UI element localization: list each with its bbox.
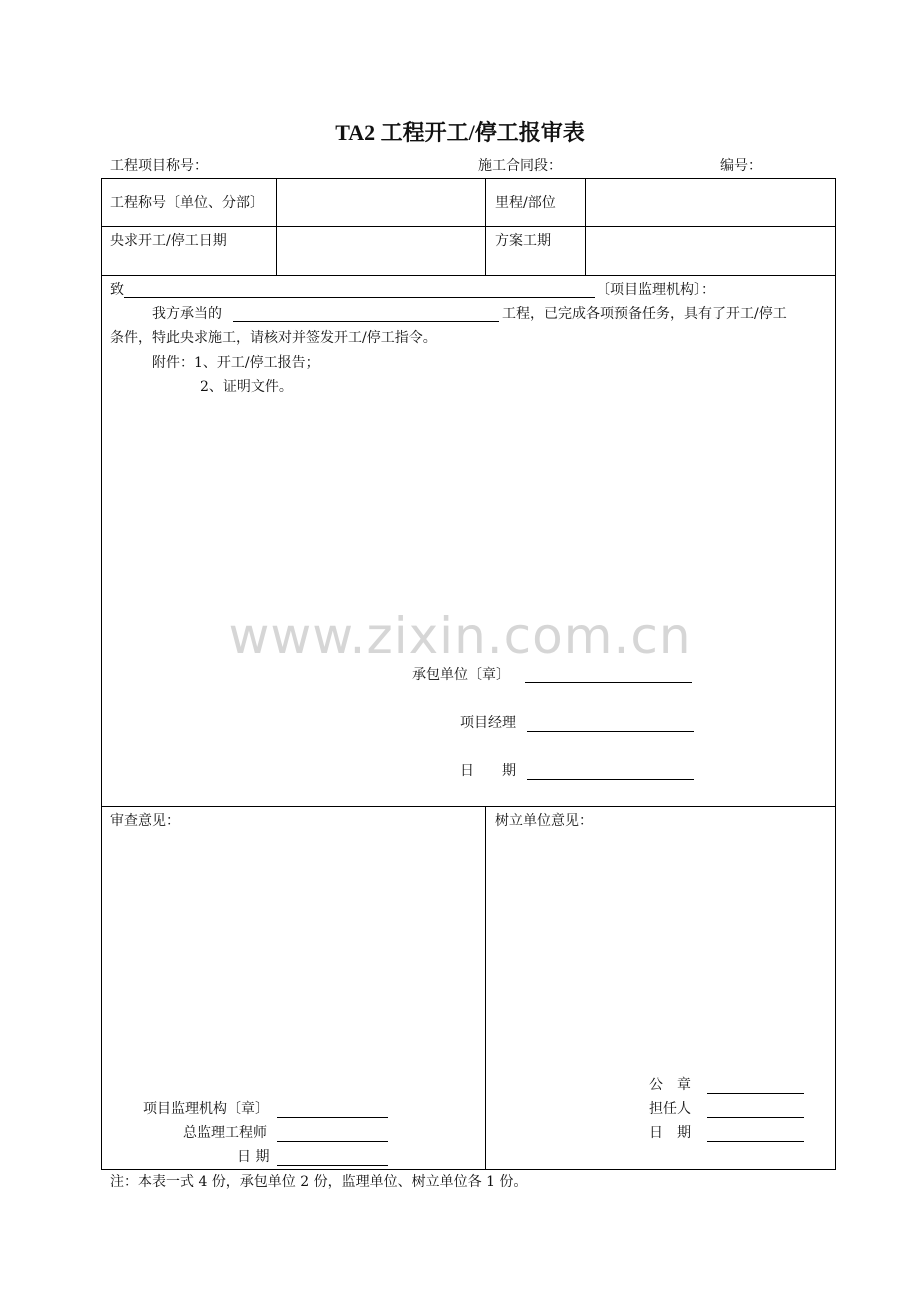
attachment-2: 2、证明文件。 [200, 379, 293, 395]
contractor-seal-field[interactable] [525, 682, 692, 683]
owner-date-field[interactable] [707, 1141, 804, 1142]
official-seal-field[interactable] [707, 1093, 804, 1094]
review-date-field[interactable] [277, 1165, 388, 1166]
project-manager-field[interactable] [527, 731, 694, 732]
request-date-cell[interactable] [278, 228, 483, 274]
owner-opinion-label: 树立单位意见： [495, 813, 593, 829]
project-manager-label: 项目经理 [460, 715, 516, 731]
chief-engineer-field[interactable] [277, 1141, 388, 1142]
para1-start: 我方承当的 [152, 306, 222, 322]
to-prefix: 致 [110, 282, 124, 298]
para1-line2: 条件，特此央求施工，请核对并签发开工/停工指令。 [110, 330, 437, 346]
request-date-cell-label: 央求开工/停工日期 [110, 233, 227, 249]
to-suffix: 〔项目监理机构〕： [596, 282, 715, 298]
contract-section-label: 施工合同段： [478, 158, 562, 174]
chief-engineer-label: 总监理工程师 [183, 1125, 267, 1141]
planned-duration-cell-label: 方案工期 [495, 233, 551, 249]
body-date-field[interactable] [527, 779, 694, 780]
number-label: 编号： [720, 158, 762, 174]
supervision-seal-label: 项目监理机构〔章〕 [143, 1101, 269, 1117]
attachment-1: 附件：1、开工/停工报告； [152, 355, 320, 371]
supervision-seal-field[interactable] [277, 1117, 388, 1118]
form-title: TA2 工程开工/停工报审表 [335, 120, 585, 145]
official-seal-label: 公 章 [649, 1077, 691, 1093]
project-name-label: 工程项目称号： [110, 158, 208, 174]
contractor-seal-label: 承包单位〔章〕 [412, 667, 510, 683]
review-date-label: 日 期 [237, 1149, 270, 1165]
planned-duration-cell[interactable] [587, 228, 833, 274]
person-in-charge-field[interactable] [707, 1117, 804, 1118]
para1-end: 工程，已完成各项预备任务，具有了开工/停工 [502, 306, 787, 322]
project-name-cell-label: 工程称号〔单位、分部〕 [110, 195, 264, 211]
mileage-cell-label: 里程/部位 [495, 195, 556, 211]
person-in-charge-label: 担任人 [649, 1101, 691, 1117]
owner-date-label: 日 期 [649, 1125, 691, 1141]
mileage-cell[interactable] [587, 180, 833, 225]
review-opinion-label: 审查意见： [110, 813, 180, 829]
footnote: 注：本表一式 4 份，承包单位 2 份，监理单位、树立单位各 1 份。 [110, 1174, 528, 1190]
body-date-label: 日 期 [460, 763, 516, 779]
project-undertaken-field[interactable] [233, 321, 499, 322]
watermark: www.zixin.com.cn [228, 607, 692, 665]
to-recipient-field[interactable] [124, 297, 595, 298]
project-name-cell[interactable] [278, 180, 483, 225]
